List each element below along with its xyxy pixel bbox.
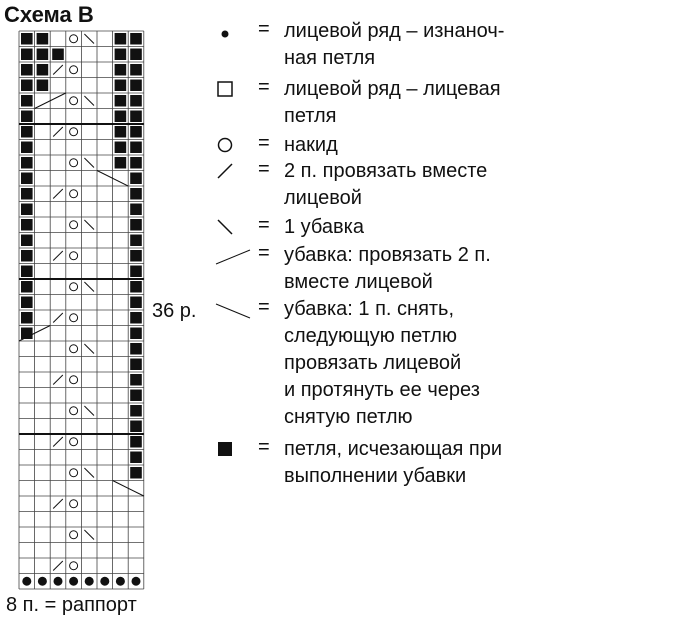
black-square-icon [130, 219, 142, 231]
slash-left-icon [84, 158, 94, 168]
black-square-icon [21, 250, 33, 262]
black-square-icon [130, 328, 142, 340]
legend-text-line: 1 убавка [284, 216, 364, 238]
legend-text-line: лицевой ряд – изнаноч- [284, 20, 505, 42]
circle-icon [70, 438, 78, 446]
black-square-icon [130, 250, 142, 262]
black-square-icon [130, 421, 142, 433]
legend-text [284, 296, 480, 431]
black-square-icon [130, 33, 142, 45]
black-square-icon [130, 173, 142, 185]
black-square-icon [130, 188, 142, 200]
black-square-icon [21, 95, 33, 107]
slash-right-icon [53, 65, 63, 75]
black-square-icon [130, 374, 142, 386]
legend-text-line: накид [284, 134, 338, 156]
black-square-icon [52, 49, 64, 61]
black-square-icon [130, 405, 142, 417]
black-square-icon [21, 64, 33, 76]
legend-equals: = [258, 436, 270, 458]
legend-text [284, 76, 501, 130]
slash-left-icon [212, 214, 242, 240]
circle-icon [70, 190, 78, 198]
dot-icon [132, 577, 141, 586]
legend-text-line: убавка: провязать 2 п. [284, 244, 491, 266]
legend-text-line: ная петля [284, 47, 376, 69]
circle-icon [70, 35, 78, 43]
black-square-icon [115, 80, 127, 92]
black-square-icon [115, 64, 127, 76]
circle-icon [70, 531, 78, 539]
black-square-icon [21, 111, 33, 123]
legend-text-line: провязать лицевой [284, 352, 462, 374]
black-square-icon [37, 80, 49, 92]
black-square-icon [130, 390, 142, 402]
slash-right-icon [53, 499, 63, 509]
circle-icon [70, 407, 78, 415]
legend-text [284, 436, 502, 490]
slash-left-icon [84, 34, 94, 44]
black-square-icon [37, 64, 49, 76]
legend-text-line: и протянуть ее через [284, 379, 480, 401]
slash-right-icon [53, 127, 63, 137]
slash-left-icon [84, 96, 94, 106]
long-slash-left-icon [212, 296, 242, 322]
slash-right-icon [212, 158, 242, 184]
black-square-icon [130, 80, 142, 92]
black-square-icon [130, 359, 142, 371]
chart-title: Схема В [4, 2, 94, 27]
slash-left-icon [84, 344, 94, 354]
circle-icon [70, 221, 78, 229]
circle-icon [70, 376, 78, 384]
black-square-icon [21, 80, 33, 92]
black-square-icon [115, 157, 127, 169]
legend-text [284, 132, 338, 159]
dot-icon [85, 577, 94, 586]
black-square-icon [21, 281, 33, 293]
black-square-icon [21, 33, 33, 45]
circle-icon [70, 252, 78, 260]
dot-icon [116, 577, 125, 586]
legend-equals: = [258, 296, 270, 318]
black-square-icon [130, 452, 142, 464]
black-square-icon [21, 297, 33, 309]
circle-icon [70, 159, 78, 167]
dot-icon [100, 577, 109, 586]
black-square-icon [21, 157, 33, 169]
legend-text-line: 2 п. провязать вместе [284, 160, 488, 182]
empty-square-icon [212, 76, 242, 102]
circle-icon [70, 283, 78, 291]
slash-left-icon [84, 406, 94, 416]
black-square-icon [21, 142, 33, 154]
legend-text-line: лицевой [284, 187, 362, 209]
black-square-icon [21, 49, 33, 61]
black-square-icon [130, 343, 142, 355]
black-square-icon [21, 126, 33, 138]
black-square-icon [130, 126, 142, 138]
circle-icon [70, 66, 78, 74]
legend-text-line: убавка: 1 п. снять, [284, 298, 455, 320]
black-square-icon [115, 126, 127, 138]
dot-icon [38, 577, 47, 586]
black-square-icon [130, 95, 142, 107]
black-square-icon [21, 204, 33, 216]
black-square-icon [130, 111, 142, 123]
black-square-icon [130, 281, 142, 293]
black-square-icon [130, 312, 142, 324]
black-square-icon [115, 95, 127, 107]
circle-icon [70, 469, 78, 477]
black-square-icon [130, 467, 142, 479]
circle-icon [70, 314, 78, 322]
rapport-label: 8 п. = раппорт [6, 594, 137, 616]
legend-equals: = [258, 214, 270, 236]
slash-right-icon [53, 437, 63, 447]
slash-right-icon [53, 561, 63, 571]
slash-right-icon [53, 251, 63, 261]
black-square-icon [130, 157, 142, 169]
slash-right-icon [53, 189, 63, 199]
legend-text-line: выполнении убавки [284, 465, 467, 487]
black-square-icon [115, 142, 127, 154]
slash-right-icon [53, 375, 63, 385]
black-square-icon [130, 49, 142, 61]
legend-equals: = [258, 18, 270, 40]
legend-equals: = [258, 158, 270, 180]
black-square-icon [212, 436, 242, 462]
black-square-icon [130, 204, 142, 216]
legend-text-line: лицевой ряд – лицевая [284, 78, 501, 100]
black-square-icon [37, 49, 49, 61]
circle-icon [70, 97, 78, 105]
black-square-icon [130, 142, 142, 154]
legend-text [284, 214, 364, 241]
legend-equals: = [258, 76, 270, 98]
slash-left-icon [84, 468, 94, 478]
long-slash-right-icon [212, 242, 242, 268]
legend-text-line: следующую петлю [284, 325, 457, 347]
black-square-icon [130, 266, 142, 278]
black-square-icon [21, 219, 33, 231]
legend-text [284, 242, 491, 296]
legend-text-line: снятую петлю [284, 406, 413, 428]
black-square-icon [21, 235, 33, 247]
black-square-icon [21, 173, 33, 185]
dot-icon [69, 577, 78, 586]
black-square-icon [130, 64, 142, 76]
legend-text-line: петля [284, 105, 337, 127]
black-square-icon [130, 235, 142, 247]
circle-icon [70, 500, 78, 508]
black-square-icon [115, 33, 127, 45]
black-square-icon [130, 297, 142, 309]
black-square-icon [130, 436, 142, 448]
legend-text-line: вместе лицевой [284, 271, 433, 293]
black-square-icon [115, 49, 127, 61]
legend-equals: = [258, 132, 270, 154]
dot-icon [212, 18, 242, 44]
circle-icon [212, 132, 242, 158]
legend-text-line: петля, исчезающая при [284, 438, 503, 460]
black-square-icon [21, 312, 33, 324]
slash-right-icon [53, 313, 63, 323]
circle-icon [70, 128, 78, 136]
legend-equals: = [258, 242, 270, 264]
slash-left-icon [84, 530, 94, 540]
circle-icon [70, 562, 78, 570]
slash-left-icon [84, 220, 94, 230]
circle-icon [70, 345, 78, 353]
legend-text [284, 158, 487, 212]
dot-icon [22, 577, 31, 586]
rows-count-label: 36 р. [152, 300, 197, 322]
dot-icon [54, 577, 63, 586]
black-square-icon [115, 111, 127, 123]
slash-left-icon [84, 282, 94, 292]
legend-text [284, 18, 504, 72]
black-square-icon [21, 266, 33, 278]
black-square-icon [37, 33, 49, 45]
black-square-icon [21, 188, 33, 200]
